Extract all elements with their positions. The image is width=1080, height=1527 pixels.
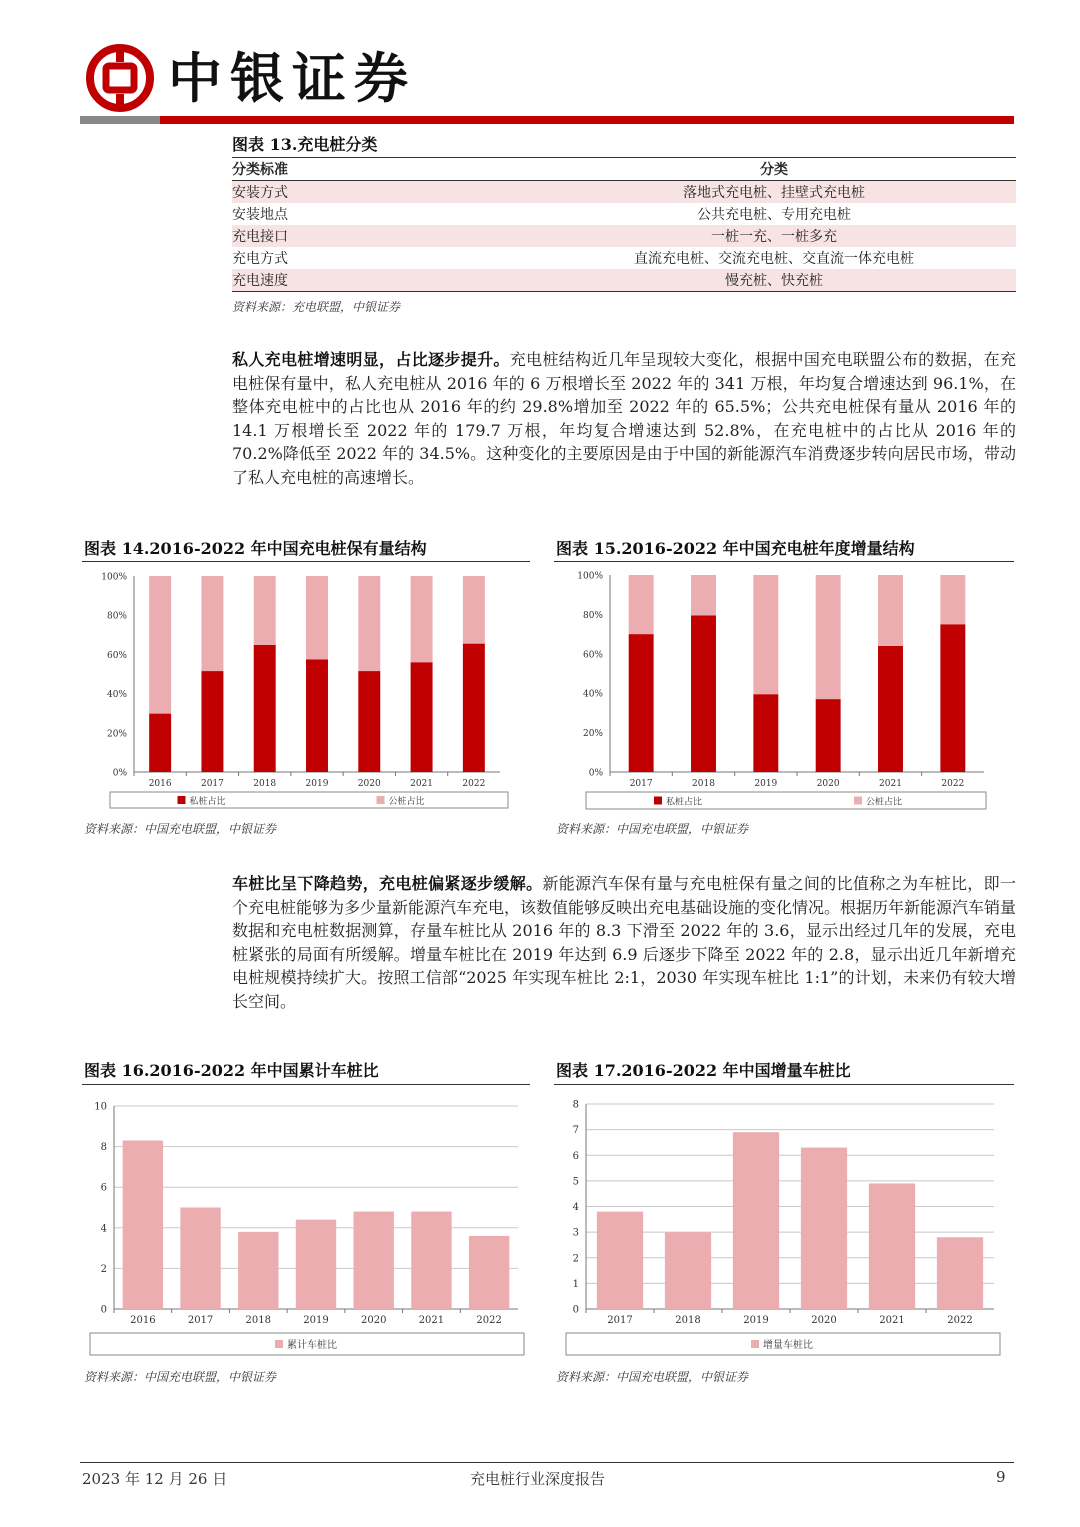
- paragraph-body: 充电桩结构近几年呈现较大变化，根据中国充电联盟公布的数据，在充电桩保有量中，私人充电桩从 2016 年的 6 万根增长至 2022 年的 341 万根，年均复合增速达到 96.1%，在整体充电桩中的占比也从 2016 年的约 29.8%增加至 2022 年的 65.5%；公共充电桩保有量从 2016 年的 14.1 万根增长至 2022 年的 179.7 万根，年均复合增速达到 52.8%，在充电桩中的占比从 2016 年的 70.2%降低至 2022 年的 34.5%。这种变化的主要原因是由于中国的新能源汽车消费逐步转向居民市场，带动了私人充电桩的高速增长。: [232, 350, 1016, 487]
- bar-2022-私桩占比: [940, 624, 965, 772]
- legend-label: 私桩占比: [189, 797, 226, 807]
- y-tick-label: 8: [572, 1099, 579, 1111]
- x-tick-label: 2019: [754, 779, 778, 789]
- bar-2018-私桩占比: [691, 615, 716, 772]
- fig17-chart: [554, 1084, 1014, 1365]
- y-tick-label: 10: [94, 1101, 107, 1113]
- table-cell: 安装方式: [232, 181, 532, 204]
- x-tick-label: 2020: [360, 1315, 387, 1326]
- bar-2016-公桩占比: [149, 576, 171, 714]
- y-tick-label: 2: [100, 1263, 107, 1275]
- y-tick-label: 80%: [106, 611, 127, 622]
- legend-label: 私桩占比: [666, 797, 703, 808]
- bar-2019-私桩占比: [753, 694, 778, 772]
- header-rule-gray: [80, 116, 160, 124]
- bar-2018-公桩占比: [254, 576, 276, 645]
- y-tick-label: 4: [100, 1223, 107, 1235]
- x-tick-label: 2018: [253, 779, 277, 789]
- y-tick-label: 20%: [106, 729, 127, 740]
- y-tick-label: 20%: [582, 729, 603, 740]
- x-tick-label: 2020: [811, 1315, 837, 1326]
- legend-label: 公桩占比: [866, 797, 903, 808]
- bar-2020-增量车桩比: [801, 1148, 847, 1309]
- y-tick-label: 6: [100, 1182, 107, 1194]
- table-cell: 落地式充电桩、挂壁式充电桩: [532, 181, 1016, 204]
- table-cell: 充电方式: [232, 251, 288, 267]
- bar-2022-公桩占比: [940, 575, 965, 624]
- table-cell: 充电速度: [232, 269, 532, 292]
- fig14-source: 资料来源：中国充电联盟，中银证券: [84, 822, 277, 836]
- bar-2017-公桩占比: [201, 576, 223, 671]
- fig17-svg: [554, 1085, 1014, 1365]
- fig14-svg: [82, 562, 530, 816]
- table-cell: 安装地点: [232, 207, 288, 223]
- table-header-cell: 分类: [532, 158, 1016, 181]
- bar-2022-公桩占比: [463, 576, 485, 644]
- y-tick-label: 0: [100, 1304, 107, 1316]
- legend-swatch: [178, 796, 186, 804]
- bar-2020-公桩占比: [816, 575, 841, 699]
- boc-logo: [86, 44, 154, 112]
- legend-swatch: [854, 797, 862, 805]
- fig17-title: 图表 17.2016-2022 年中国增量车桩比: [556, 1061, 851, 1080]
- bar-2020-私桩占比: [358, 671, 380, 772]
- x-tick-label: 2021: [410, 779, 434, 789]
- x-tick-label: 2018: [692, 779, 715, 789]
- bar-2021-增量车桩比: [869, 1183, 915, 1309]
- x-tick-label: 2019: [303, 1315, 329, 1326]
- footer-report-title: 充电桩行业深度报告: [470, 1470, 606, 1488]
- y-tick-label: 0: [572, 1304, 579, 1316]
- x-tick-label: 2017: [187, 1315, 214, 1326]
- bar-2017-私桩占比: [201, 671, 223, 772]
- fig16-svg: [82, 1085, 530, 1365]
- x-tick-label: 2019: [305, 779, 329, 789]
- paragraph-vehicle-charger-ratio: [232, 872, 1016, 1013]
- fig15-title: 图表 15.2016-2022 年中国充电桩年度增量结构: [556, 539, 915, 558]
- table-header-cell: 分类标准: [232, 158, 532, 181]
- fig16-chart: [82, 1084, 530, 1365]
- y-tick-label: 100%: [101, 572, 127, 583]
- y-tick-label: 0%: [588, 768, 603, 779]
- x-tick-label: 2018: [675, 1315, 701, 1326]
- x-tick-label: 2020: [816, 779, 840, 789]
- table-row: [232, 203, 1016, 225]
- legend-swatch: [377, 796, 385, 804]
- bar-2018-增量车桩比: [665, 1232, 711, 1309]
- table-cell: 慢充桩、快充桩: [532, 269, 1016, 292]
- fig14-chart: [82, 561, 530, 816]
- legend-box: [110, 792, 508, 808]
- legend-box: [586, 792, 986, 809]
- bar-2022-私桩占比: [463, 644, 485, 772]
- x-tick-label: 2017: [200, 779, 224, 789]
- y-tick-label: 60%: [582, 650, 603, 661]
- y-tick-label: 8: [100, 1142, 107, 1154]
- legend-swatch: [751, 1340, 759, 1348]
- bar-2021-公桩占比: [411, 576, 433, 662]
- bar-2020-公桩占比: [358, 576, 380, 671]
- x-tick-label: 2020: [357, 779, 381, 789]
- bar-2020-私桩占比: [816, 699, 841, 772]
- bar-2018-累计车桩比: [238, 1232, 278, 1309]
- table-row: [232, 181, 1016, 204]
- y-tick-label: 40%: [582, 689, 603, 700]
- table-cell: 直流充电桩、交流充电桩、交直流一体充电桩: [634, 251, 914, 267]
- table-header-row: [232, 158, 1016, 181]
- y-tick-label: 1: [572, 1278, 579, 1290]
- paragraph-lead: 车桩比呈下降趋势，充电桩偏紧逐步缓解。: [232, 874, 543, 893]
- bar-2022-增量车桩比: [937, 1237, 983, 1309]
- x-tick-label: 2022: [947, 1315, 973, 1326]
- paragraph-private-chargers: [232, 348, 1016, 489]
- header-rule-red: [160, 116, 1014, 124]
- footer-rule: [80, 1462, 1014, 1463]
- bar-2018-私桩占比: [254, 645, 276, 772]
- paragraph-body: 新能源汽车保有量与充电桩保有量之间的比值称之为车桩比，即一个充电桩能够为多少量新能源汽车充电，该数值能够反映出充电基础设施的变化情况。根据历年新能源汽车销量数据和充电桩数据测算，存量车桩比从 2016 年的 8.3 下滑至 2022 年的 3.6，显示出经过几年的发展，充电桩紧张的局面有所缓解。增量车桩比在 2019 年达到 6.9 后逐步下降至 2022 年的 2.8，显示出近几年新增充电桩规模持续扩大。按照工信部“2025 年实现车桩比 2:1，2030 年实现车桩比 1:1”的计划，未来仍有较大增长空间。: [232, 874, 1017, 1011]
- bar-2019-公桩占比: [306, 576, 328, 659]
- table-row: [232, 225, 1016, 247]
- bar-2018-公桩占比: [691, 575, 716, 615]
- fig14-title: 图表 14.2016-2022 年中国充电桩保有量结构: [84, 539, 427, 558]
- legend-label: 累计车桩比: [287, 1340, 337, 1351]
- bar-2017-公桩占比: [629, 575, 654, 634]
- y-tick-label: 40%: [106, 690, 127, 701]
- fig16-title: 图表 16.2016-2022 年中国累计车桩比: [84, 1061, 379, 1080]
- x-tick-label: 2016: [148, 779, 172, 789]
- x-tick-label: 2018: [245, 1315, 272, 1326]
- bar-2021-私桩占比: [878, 646, 903, 772]
- bar-2017-增量车桩比: [597, 1212, 643, 1309]
- y-tick-label: 7: [572, 1125, 579, 1137]
- bar-2019-私桩占比: [306, 659, 328, 772]
- legend-label: 增量车桩比: [763, 1340, 813, 1351]
- classification-table: [232, 157, 1016, 292]
- table-cell: 充电接口: [232, 225, 532, 247]
- x-tick-label: 2022: [941, 779, 965, 789]
- footer-page-number: 9: [996, 1468, 1006, 1486]
- y-tick-label: 5: [572, 1176, 579, 1188]
- fig17-source: 资料来源：中国充电联盟，中银证券: [556, 1370, 749, 1384]
- bar-2020-累计车桩比: [354, 1212, 394, 1309]
- y-tick-label: 6: [572, 1150, 579, 1162]
- legend-swatch: [654, 797, 662, 805]
- fig15-source: 资料来源：中国充电联盟，中银证券: [556, 822, 749, 836]
- bar-2019-累计车桩比: [296, 1220, 336, 1309]
- x-tick-label: 2022: [476, 1315, 502, 1326]
- bar-2016-私桩占比: [149, 714, 171, 772]
- bar-2017-累计车桩比: [180, 1208, 220, 1310]
- bar-2021-累计车桩比: [411, 1212, 451, 1309]
- bar-2022-累计车桩比: [469, 1236, 509, 1309]
- y-tick-label: 0%: [112, 768, 127, 779]
- fig16-source: 资料来源：中国充电联盟，中银证券: [84, 1370, 277, 1384]
- table-row: [232, 247, 1016, 269]
- x-tick-label: 2017: [607, 1315, 633, 1326]
- brand-name: 中银证券: [168, 46, 416, 110]
- x-tick-label: 2019: [743, 1315, 769, 1326]
- bar-2016-累计车桩比: [123, 1141, 163, 1309]
- x-tick-label: 2021: [418, 1315, 445, 1326]
- x-tick-label: 2022: [462, 779, 486, 789]
- y-tick-label: 80%: [582, 610, 603, 621]
- table13-title: 图表 13.充电桩分类: [232, 135, 378, 154]
- bar-2019-公桩占比: [753, 575, 778, 694]
- footer-date: 2023 年 12 月 26 日: [82, 1470, 228, 1488]
- fig15-chart: [554, 561, 1014, 816]
- table13-source: 资料来源：充电联盟，中银证券: [232, 300, 401, 314]
- x-tick-label: 2021: [879, 1315, 905, 1326]
- y-tick-label: 4: [572, 1202, 579, 1213]
- y-tick-label: 100%: [577, 571, 603, 582]
- x-tick-label: 2021: [879, 779, 902, 789]
- x-tick-label: 2017: [629, 779, 653, 789]
- fig15-svg: [554, 562, 1014, 816]
- y-tick-label: 60%: [106, 650, 127, 661]
- table-cell: 一桩一充、一桩多充: [532, 225, 1016, 247]
- table-cell: 公共充电桩、专用充电桩: [697, 207, 851, 223]
- bar-2019-增量车桩比: [733, 1132, 779, 1309]
- legend-label: 公桩占比: [388, 797, 425, 807]
- table-row: [232, 269, 1016, 292]
- y-tick-label: 2: [572, 1253, 579, 1265]
- bar-2017-私桩占比: [629, 634, 654, 772]
- bar-2021-私桩占比: [411, 662, 433, 772]
- legend-swatch: [275, 1340, 283, 1348]
- bar-2021-公桩占比: [878, 575, 903, 646]
- y-tick-label: 3: [572, 1227, 579, 1239]
- x-tick-label: 2016: [130, 1315, 156, 1326]
- paragraph-lead: 私人充电桩增速明显，占比逐步提升。: [232, 350, 510, 369]
